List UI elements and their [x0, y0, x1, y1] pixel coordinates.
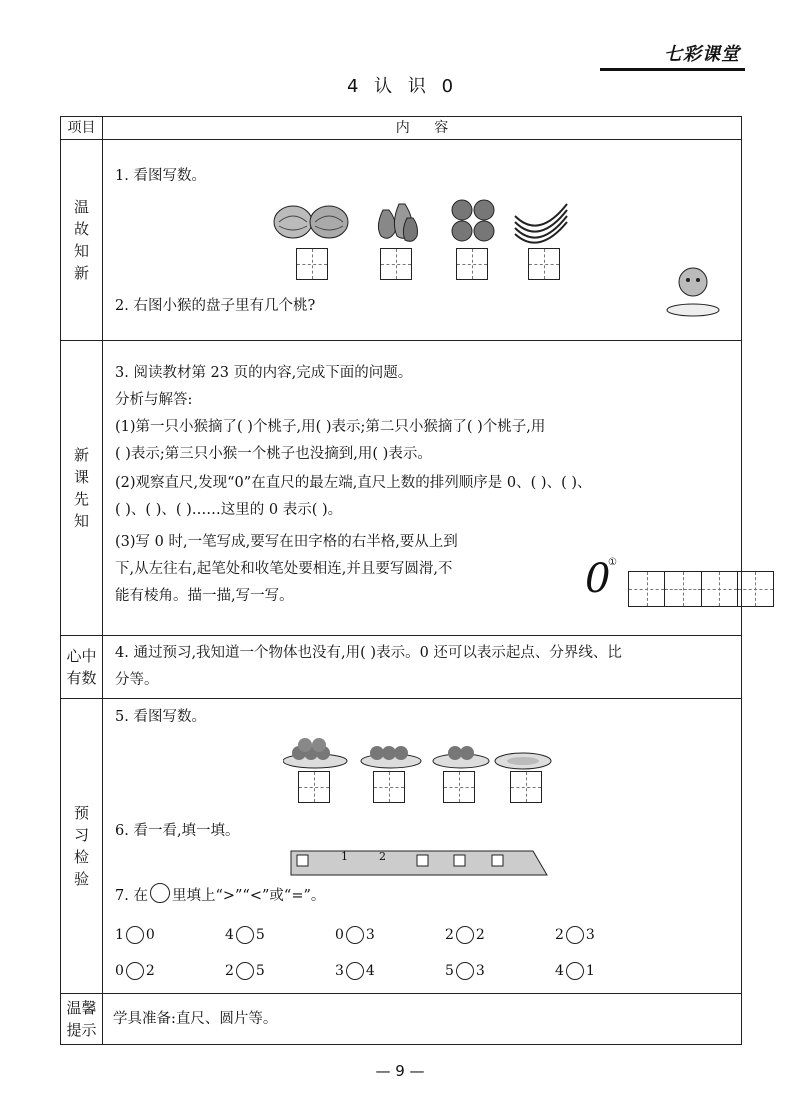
part-1-line-1: (1)第一只小猴摘了( )个桃子,用( )表示;第二只小猴摘了( )个桃子,用: [115, 419, 546, 435]
compare-row-1: [115, 921, 665, 949]
compare-item: 5 3: [445, 963, 485, 979]
banana-icon: [511, 196, 571, 244]
circle-icon: [150, 883, 170, 903]
part-1-line-2: ( )表示;第三只小猴一个桃子也没摘到,用( )表示。: [115, 446, 432, 462]
page-title: 4 认 识 0: [346, 76, 454, 97]
question-3: 3. 阅读教材第 23 页的内容,完成下面的问题。: [115, 365, 413, 381]
compare-circle[interactable]: [566, 926, 584, 944]
ruler-number-1: 1: [341, 850, 348, 863]
compare-circle[interactable]: [456, 962, 474, 980]
header-content: 内 容: [103, 117, 742, 140]
writing-grid[interactable]: [628, 571, 774, 607]
compare-item: 0 3: [335, 927, 375, 943]
brand-logo: 七彩课堂: [664, 44, 740, 65]
compare-circle[interactable]: [346, 926, 364, 944]
answer-box[interactable]: [373, 771, 405, 803]
question-4-line-1: 4. 通过预习,我知道一个物体也没有,用( )表示。0 还可以表示起点、分界线、比: [115, 645, 622, 661]
compare-item: 2 5: [225, 963, 265, 979]
part-3-line-1: (3)写 0 时,一笔写成,要写在田字格的右半格,要从上到: [115, 534, 458, 550]
apple-icon: [449, 196, 499, 244]
zero-example: 0: [585, 556, 611, 602]
section-content-check: [103, 699, 742, 994]
compare-item: 2 3: [555, 927, 595, 943]
section-review: [61, 140, 742, 341]
plates-of-apples-icon: [283, 737, 553, 771]
question-4-line-2: 分等。: [115, 672, 159, 688]
compare-item: 2 2: [445, 927, 485, 943]
compare-circle[interactable]: [236, 962, 254, 980]
monkey-icon: [663, 262, 723, 324]
section-content-tips: [103, 994, 742, 1045]
header-item: 项目: [61, 117, 103, 140]
brand-underline: [600, 68, 745, 71]
tips-text: 学具准备:直尺、圆片等。: [113, 1011, 278, 1027]
part-3-line-3: 能有棱角。描一描,写一写。: [115, 588, 294, 604]
answer-box[interactable]: [380, 248, 412, 280]
section-content-review: [103, 140, 742, 341]
answer-box[interactable]: [510, 771, 542, 803]
grid-cell: [665, 572, 701, 606]
answer-box[interactable]: [443, 771, 475, 803]
question-5: 5. 看图写数。: [115, 709, 206, 725]
grid-cell: [702, 572, 738, 606]
section-newlesson: [61, 341, 742, 636]
section-content-mind: [103, 636, 742, 699]
stroke-order-mark: ①: [608, 557, 617, 568]
compare-circle[interactable]: [236, 926, 254, 944]
compare-item: 4 5: [225, 927, 265, 943]
part-2-line-1: (2)观察直尺,发现“0”在直尺的最左端,直尺上数的排列顺序是 0、( )、( )、: [115, 475, 592, 491]
analysis-label: 分析与解答:: [115, 392, 193, 408]
section-label-tips: 温馨 提示: [61, 994, 103, 1045]
watermelon-icon: [273, 202, 353, 242]
answer-box[interactable]: [296, 248, 328, 280]
part-3-line-2: 下,从左往右,起笔处和收笔处要相连,并且要写圆滑,不: [115, 561, 453, 577]
part-2-line-2: ( )、( )、( )……这里的 0 表示( )。: [115, 502, 343, 518]
compare-row-2: [115, 957, 665, 985]
grid-cell: [629, 572, 665, 606]
section-mind: [61, 636, 742, 699]
section-label-review: 温 故 知 新: [61, 140, 103, 341]
compare-circle[interactable]: [566, 962, 584, 980]
worksheet-table: [60, 116, 742, 1045]
table-header: [61, 117, 742, 140]
section-check: [61, 699, 742, 994]
question-6: 6. 看一看,填一填。: [115, 823, 240, 839]
pear-icon: [371, 196, 421, 244]
section-tips: [61, 994, 742, 1045]
section-label-newlesson: 新 课 先 知: [61, 341, 103, 636]
question-2: 2. 右图小猴的盘子里有几个桃?: [115, 298, 316, 314]
compare-circle[interactable]: [126, 926, 144, 944]
section-label-check: 预 习 检 验: [61, 699, 103, 994]
question-1: 1. 看图写数。: [115, 168, 206, 184]
page-number: — 9 —: [375, 1062, 425, 1080]
compare-item: 4 1: [555, 963, 595, 979]
grid-cell: [738, 572, 773, 606]
compare-circle[interactable]: [126, 962, 144, 980]
compare-item: 0 2: [115, 963, 155, 979]
answer-box[interactable]: [456, 248, 488, 280]
ruler-icon: [289, 847, 551, 879]
answer-box[interactable]: [528, 248, 560, 280]
compare-circle[interactable]: [346, 962, 364, 980]
answer-box[interactable]: [298, 771, 330, 803]
compare-item: 1 0: [115, 927, 155, 943]
section-content-newlesson: [103, 341, 742, 636]
ruler-number-2: 2: [379, 850, 386, 863]
question-7: 7. 在 里填上“>”“<”或“=”。: [115, 882, 325, 910]
section-label-mind: 心中 有数: [61, 636, 103, 699]
compare-circle[interactable]: [456, 926, 474, 944]
compare-item: 3 4: [335, 963, 375, 979]
